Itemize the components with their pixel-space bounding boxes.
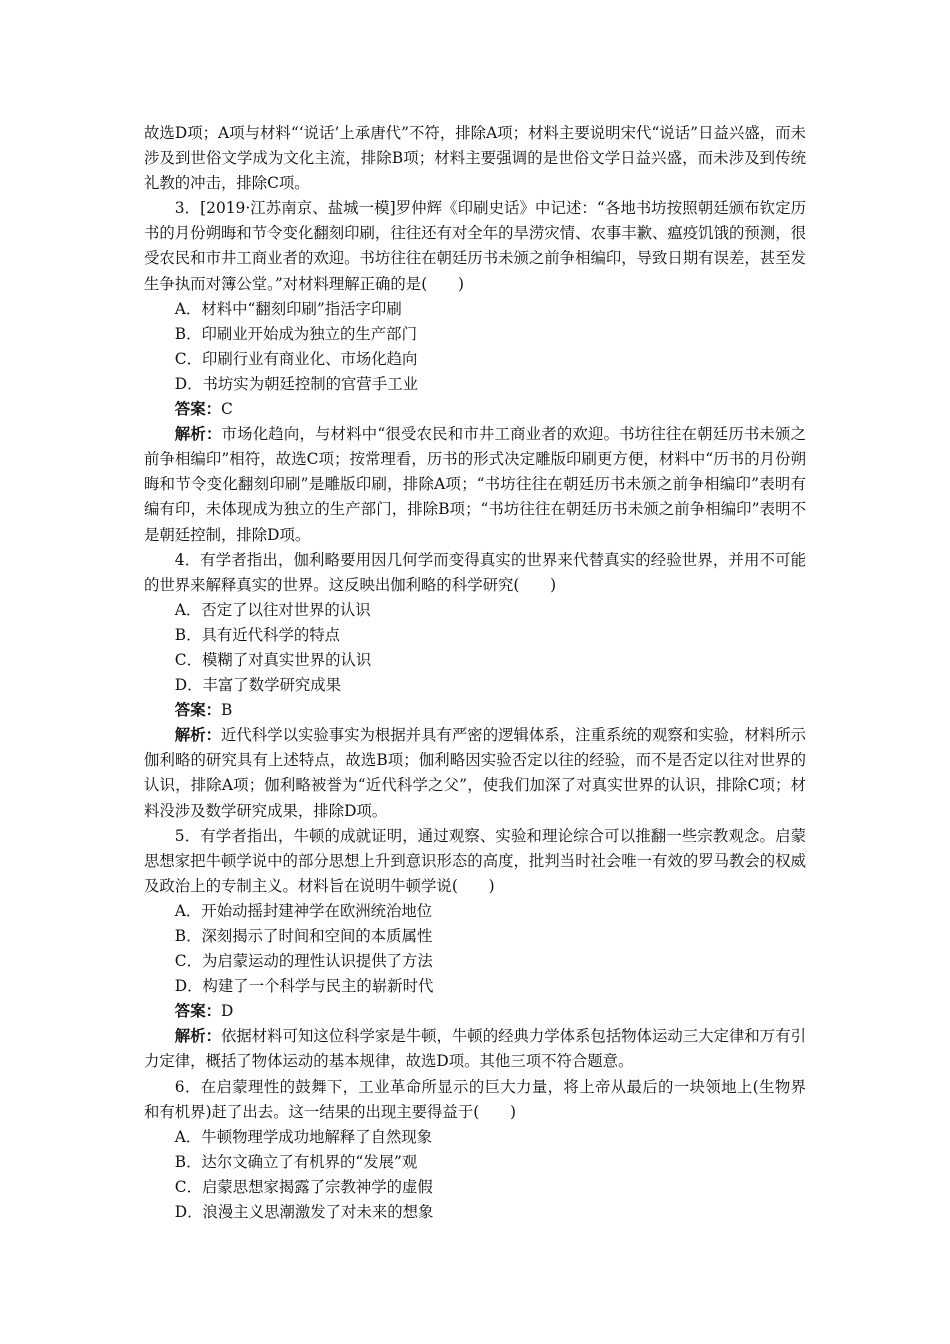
answer-label: 答案： — [174, 400, 221, 419]
question-5-analysis — [144, 1024, 806, 1074]
question-3-option-c: C．印刷行业有商业化、市场化趋向 — [174, 349, 418, 368]
answer-value: B — [220, 701, 233, 720]
question-3 — [144, 196, 806, 547]
question-6-option-c: C．启蒙思想家揭露了宗教神学的虚假 — [174, 1177, 433, 1196]
intro-analysis-continuation: 故选D项；A项与材料“‘说话’上承唐代”不符，排除A项；材料主要说明宋代“说话”日益兴盛，而未涉及到世俗文学成为文化主流，排除B项；材料主要强调的是世俗文学日益兴盛，而未涉及到传统礼教的冲击，排除C项。 — [144, 124, 806, 193]
analysis-text: 近代科学以实验事实为根据并具有严密的逻辑体系，注重系统的观察和实验，材料所示伽利略的研究具有上述特点，故选B项；伽利略因实验否定以往的经验，而不是否定以往对世界的认识，排除A项；伽利略被誉为“近代科学之父”，使我们加深了对真实世界的认识，排除C项；材料没涉及数学研究成果，排除D项。 — [144, 726, 806, 820]
question-6-option-d: D．浪漫主义思潮激发了对未来的想象 — [174, 1203, 434, 1222]
analysis-label: 解析： — [174, 726, 221, 745]
analysis-text: 市场化趋向，与材料中“很受农民和市井工商业者的欢迎。书坊往往在朝廷历书未颁之前争相编印”相符，故选C项；按常理看，历书的形式决定雕版印刷更方便，材料中“历书的月份朔晦和节令变化翻刻印刷”是雕版印刷，排除A项；“书坊往往在朝廷历书未颁之前争相编印”表明有编有印，未体现成为独立的生产部门，排除B项；“书坊往往在朝廷历书未颁之前争相编印”表明不是朝廷控制，排除D项。 — [144, 425, 806, 544]
question-6-option-a: A．牛顿物理学成功地解释了自然现象 — [174, 1127, 433, 1146]
question-4-option-b: B．具有近代科学的特点 — [174, 625, 341, 644]
analysis-label: 解析： — [174, 1027, 221, 1046]
answer-value: C — [220, 400, 233, 419]
question-5-option-d: D．构建了一个科学与民主的崭新时代 — [174, 977, 434, 996]
question-5-option-c: C．为启蒙运动的理性认识提供了方法 — [174, 952, 433, 971]
answer-value: D — [220, 1002, 234, 1021]
analysis-label: 解析： — [174, 425, 222, 444]
question-5-answer — [144, 999, 806, 1024]
question-4-stem: 4．有学者指出，伽利略要用因几何学而变得真实的世界来代替真实的经验世界，并用不可能的世界来解释真实的世界。这反映出伽利略的科学研究( ) — [144, 550, 806, 594]
question-6 — [144, 1075, 806, 1226]
question-4-option-d: D．丰富了数学研究成果 — [174, 676, 342, 695]
question-4-analysis — [144, 723, 806, 823]
question-5 — [144, 824, 806, 1075]
question-5-stem: 5．有学者指出，牛顿的成就证明，通过观察、实验和理论综合可以推翻一些宗教观念。启蒙思想家把牛顿学说中的部分思想上升到意识形态的高度，批判当时社会唯一有效的罗马教会的权威及政治上的专制主义。材料旨在说明牛顿学说( ) — [144, 826, 806, 895]
question-4 — [144, 548, 806, 824]
question-6-option-b: B．达尔文确立了有机界的“发展”观 — [174, 1152, 418, 1171]
question-6-stem: 6．在启蒙理性的鼓舞下，工业革命所显示的巨大力量，将上帝从最后的一块领地上(生物界和有机界)赶了出去。这一结果的出现主要得益于( ) — [144, 1077, 806, 1121]
question-3-option-d: D．书坊实为朝廷控制的官营手工业 — [174, 374, 418, 393]
question-4-option-a: A．否定了以往对世界的认识 — [174, 600, 371, 619]
question-3-option-b: B．印刷业开始成为独立的生产部门 — [174, 324, 417, 343]
question-5-option-a: A．开始动摇封建神学在欧洲统治地位 — [174, 901, 433, 920]
question-3-option-a: A．材料中“翻刻印刷”指活字印刷 — [174, 299, 402, 318]
question-4-answer — [144, 698, 806, 723]
answer-label: 答案： — [174, 701, 221, 720]
question-3-analysis — [144, 422, 806, 547]
question-4-option-c: C．模糊了对真实世界的认识 — [174, 650, 372, 669]
document-page — [144, 121, 806, 1225]
analysis-text: 依据材料可知这位科学家是牛顿，牛顿的经典力学体系包括物体运动三大定律和万有引力定律，概括了物体运动的基本规律，故选D项。其他三项不符合题意。 — [144, 1027, 806, 1071]
question-3-answer — [144, 397, 806, 422]
question-3-stem: 3．[2019·江苏南京、盐城一模]罗仲辉《印刷史话》中记述：“各地书坊按照朝廷颁布钦定历书的月份朔晦和节令变化翻刻印刷，往往还有对全年的旱涝灾情、农事丰歉、瘟疫饥饿的预测，很受农民和市井工商业者的欢迎。书坊往往在朝廷历书未颁之前争相编印，导致日期有误差，甚至发生争执而对簿公堂。”对材料理解正确的是( ) — [144, 199, 806, 293]
answer-label: 答案： — [174, 1002, 221, 1021]
question-5-option-b: B．深刻揭示了时间和空间的本质属性 — [174, 927, 433, 945]
